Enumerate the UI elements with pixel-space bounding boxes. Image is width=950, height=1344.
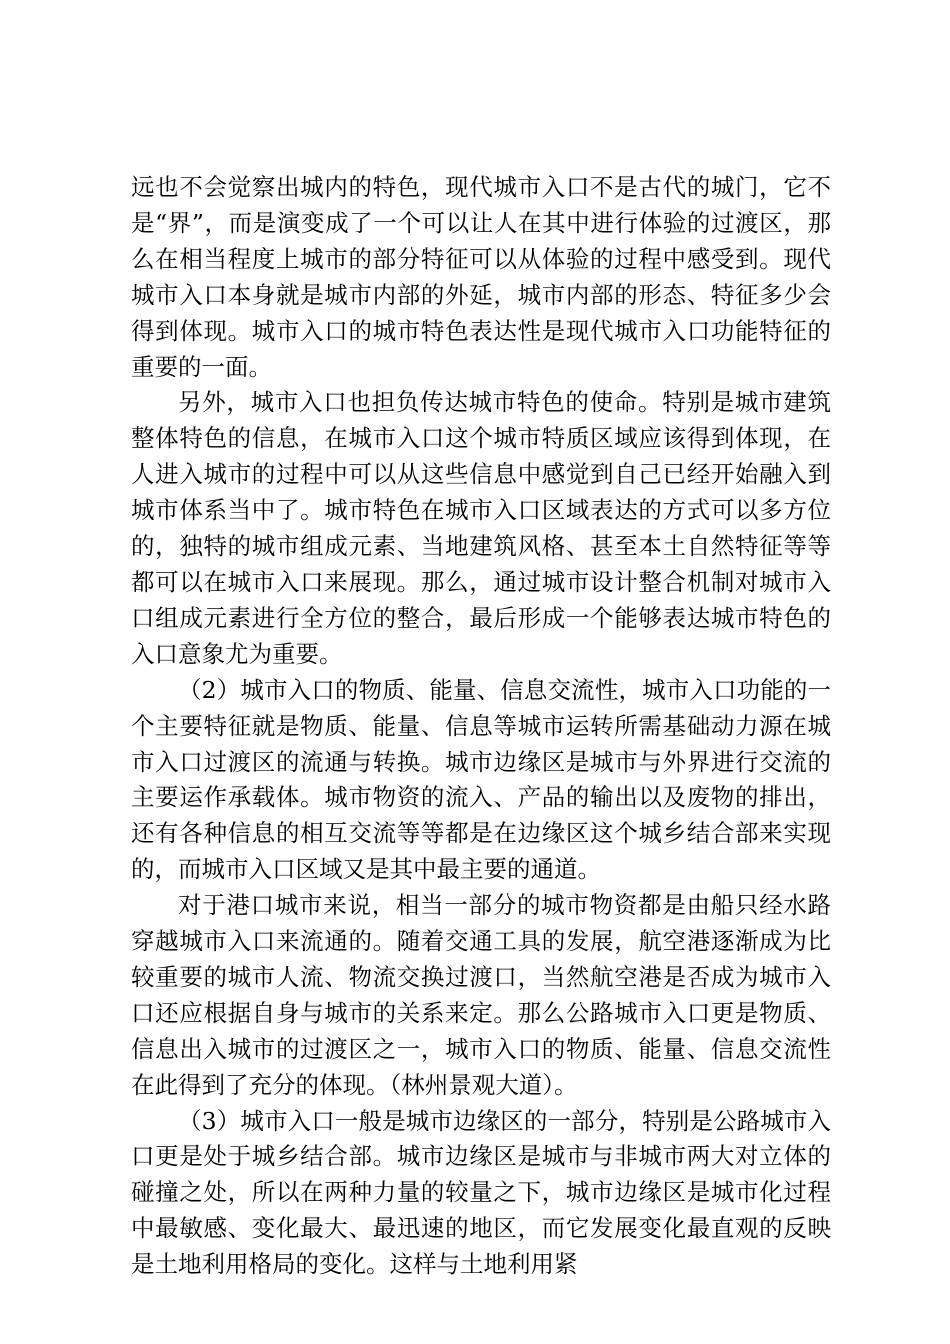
document-page (131, 170, 831, 1283)
paragraph-city-identity: 另外，城市入口也担负传达城市特色的使命。特别是城市建筑整体特色的信息，在城市入口这个城市特质区域应该得到体现，在人进入城市的过程中可以从这些信息中感觉到自己已经开始融入到城市体系当中了。城市特色在城市入口区域表达的方式可以多方位的，独特的城市组成元素、当地建筑风格、甚至本土自然特征等等都可以在城市入口来展现。那么，通过城市设计整合机制对城市入口组成元素进行全方位的整合，最后形成一个能够表达城市特色的入口意象尤为重要。 (131, 388, 831, 668)
paragraph-port-cities: 对于港口城市来说，相当一部分的城市物资都是由船只经水路穿越城市入口来流通的。随着交通工具的发展，航空港逐渐成为比较重要的城市人流、物流交换过渡口，当然航空港是否成为城市入口还应根据自身与城市的关系来定。那么公路城市入口更是物质、信息出入城市的过渡区之一，城市入口的物质、能量、信息交流性在此得到了充分的体现。（林州景观大道）。 (131, 891, 831, 1099)
paragraph-entrance-character: 远也不会觉察出城内的特色，现代城市入口不是古代的城门，它不是“界”，而是演变成了一个可以让人在其中进行体验的过渡区，那么在相当程度上城市的部分特征可以从体验的过程中感受到。现代城市入口本身就是城市内部的外延，城市内部的形态、特征多少会得到体现。城市入口的城市特色表达性是现代城市入口功能特征的重要的一面。 (131, 173, 831, 381)
paragraph-urban-fringe: （3）城市入口一般是城市边缘区的一部分，特别是公路城市入口更是处于城乡结合部。城市边缘区是城市与非城市两大对立体的碰撞之处，所以在两种力量的较量之下，城市边缘区是城市化过程中最敏感、变化最大、最迅速的地区，而它发展变化最直观的反映是土地利用格局的变化。这样与土地利用紧 (131, 1106, 831, 1279)
paragraph-exchange-function: （2）城市入口的物质、能量、信息交流性，城市入口功能的一个主要特征就是物质、能量、信息等城市运转所需基础动力源在城市入口过渡区的流通与转换。城市边缘区是城市与外界进行交流的主要运作承载体。城市物资的流入、产品的输出以及废物的排出，还有各种信息的相互交流等等都是在边缘区这个城乡结合部来实现的，而城市入口区域又是其中最主要的通道。 (131, 675, 831, 884)
